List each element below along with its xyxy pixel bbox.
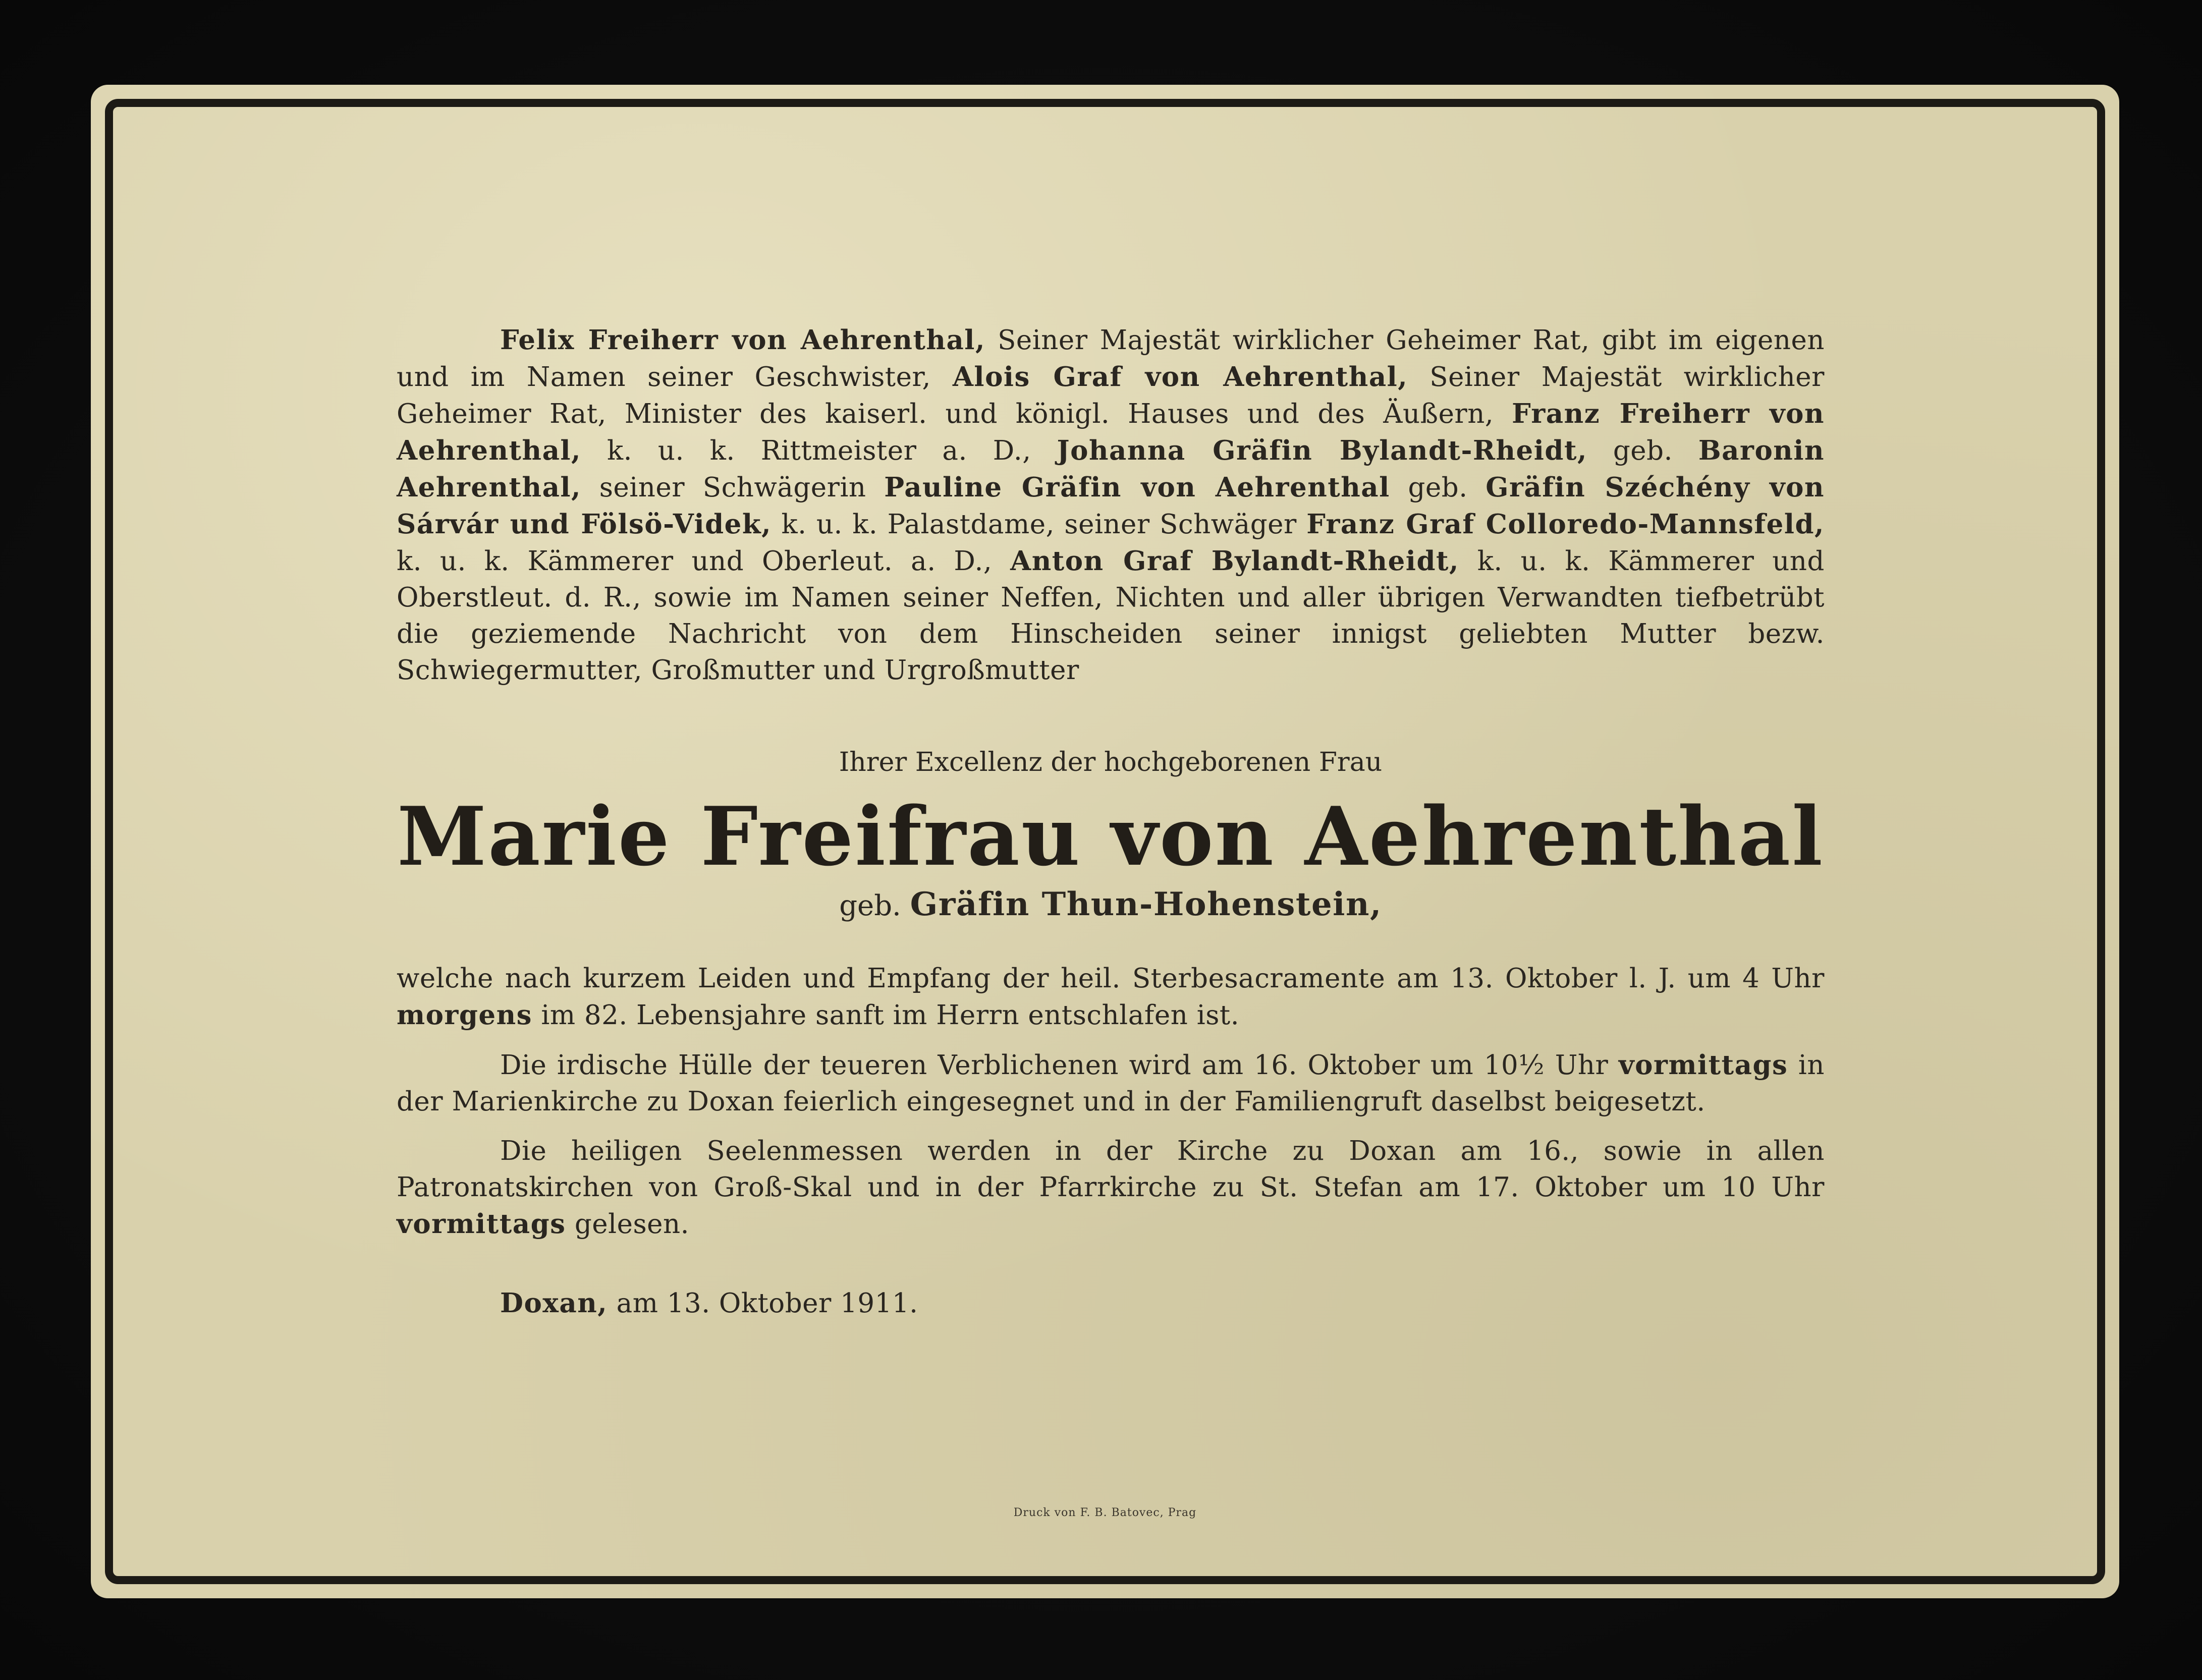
- notice-content: [397, 322, 1825, 1322]
- maiden-name: Gräfin Széchény von Sárvár und Fölsö-Videk,: [397, 472, 1825, 540]
- intro-text: seiner Schwägerin: [581, 472, 885, 503]
- intro-text: k. u. k. Rittmeister a. D.,: [581, 435, 1057, 466]
- printer-imprint: Druck von F. B. Batovec, Prag: [1013, 1506, 1197, 1519]
- intro-text: Seiner Majestät wirklicher Geheimer Rat, Minister des kaiserl. und königl. Hauses und des Äußern,: [397, 362, 1825, 429]
- intro-text: geb.: [1390, 472, 1486, 503]
- death-text: welche nach kurzem Leiden und Empfang der heil. Sterbesacramente am 13. Oktober l. J. um 4 Uhr: [397, 963, 1825, 994]
- burial-text: in der Marienkirche zu Doxan feierlich eingesegnet und in der Familiengruft daselbst beigesetzt.: [397, 1050, 1825, 1117]
- maiden-name: Baronin Aehrenthal,: [397, 435, 1825, 503]
- burial-text: Die irdische Hülle der teueren Verblichenen wird am 16. Oktober um 10½ Uhr: [500, 1050, 1619, 1081]
- masses-text: Die heiligen Seelenmessen werden in der Kirche zu Doxan am 16., sowie in allen Patronatskirchen von Groß-Skal und in der Pfarrkirche zu St. Stefan am 17. Oktober um 10 Uhr: [397, 1136, 1825, 1203]
- intro-paragraph: [397, 322, 1825, 689]
- brother-in-law-name: Franz Graf Colloredo-Mannsfeld,: [1306, 509, 1825, 540]
- nee-prefix: geb.: [839, 889, 910, 922]
- intro-text: k. u. k. Kämmerer und Oberleut. a. D.,: [397, 546, 1011, 577]
- intro-text: Seiner Majestät wirklicher Geheimer Rat, gibt im eigenen und im Namen seiner Geschwister,: [397, 325, 1825, 393]
- death-time-word: morgens: [397, 999, 533, 1031]
- nee-line: [397, 885, 1825, 925]
- death-notice-card: [91, 85, 2119, 1598]
- date-text: am 13. Oktober 1911.: [608, 1288, 918, 1319]
- death-paragraph: [397, 961, 1825, 1034]
- place-date-line: [397, 1285, 1825, 1322]
- place-name: Doxan,: [500, 1287, 608, 1319]
- masses-text: gelesen.: [566, 1209, 689, 1240]
- sibling-name: Franz Freiherr von Aehrenthal,: [397, 398, 1825, 466]
- masses-paragraph: [397, 1133, 1825, 1243]
- sibling-name: Johanna Gräfin Bylandt-Rheidt,: [1057, 435, 1587, 466]
- death-text: im 82. Lebensjahre sanft im Herrn entschlafen ist.: [532, 1000, 1240, 1031]
- honorific-line: Ihrer Excellenz der hochgeborenen Frau: [839, 747, 1383, 777]
- intro-text: k. u. k. Kämmerer und Oberstleut. d. R., sowie im Namen seiner Neffen, Nichten und aller übrigen Verwandten tiefbetrübt die geziemende Nachricht von dem Hinscheiden seiner innigst geliebten Mutter bezw. Schwiegermutter, Großmutter und Urgroßmutter: [397, 546, 1825, 686]
- sibling-name: Alois Graf von Aehrenthal,: [952, 361, 1408, 393]
- deceased-name: Marie Freifrau von Aehrenthal: [397, 789, 1824, 884]
- sister-in-law-name: Pauline Gräfin von Aehrenthal: [884, 472, 1390, 503]
- nee-name: Gräfin Thun-Hohenstein,: [910, 885, 1382, 923]
- masses-time-word: vormittags: [397, 1208, 566, 1240]
- announcer-name: Felix Freiherr von Aehrenthal,: [500, 324, 985, 356]
- burial-time-word: vormittags: [1618, 1049, 1788, 1081]
- intro-text: geb.: [1587, 435, 1698, 466]
- brother-in-law-name: Anton Graf Bylandt-Rheidt,: [1010, 545, 1459, 577]
- intro-text: k. u. k. Palastdame, seiner Schwäger: [772, 509, 1307, 540]
- burial-paragraph: [397, 1047, 1825, 1120]
